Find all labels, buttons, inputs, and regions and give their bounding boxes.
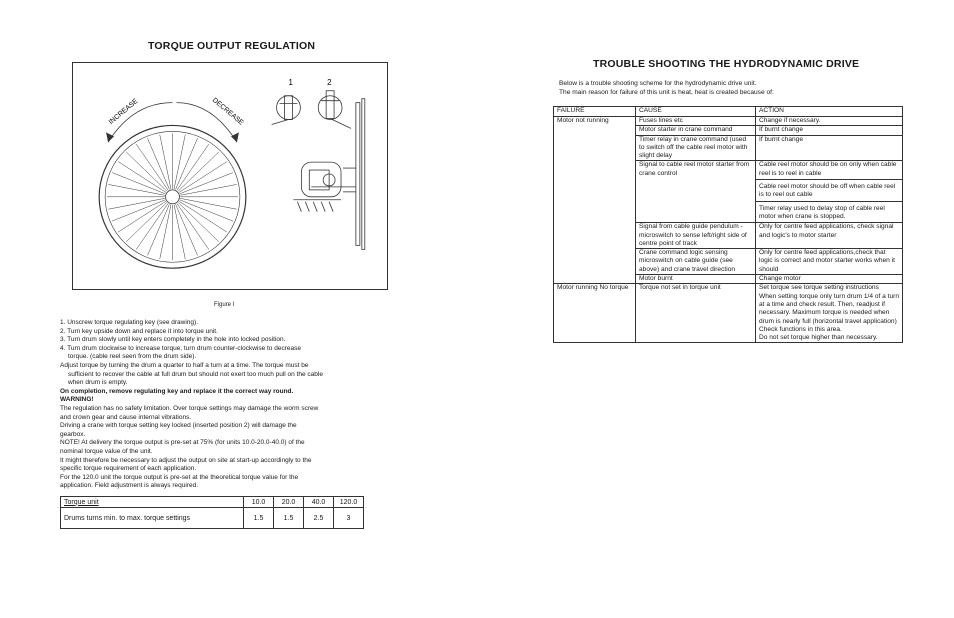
drum-spokes bbox=[107, 133, 238, 260]
startup-note: It might therefore be necessary to adjust the output on site at start-up accordingly to the bbox=[60, 456, 312, 464]
table-row bbox=[554, 284, 903, 343]
step-2: 2. Turn key upside down and replace it into torque unit. bbox=[60, 327, 218, 335]
drum-turns-40: 2.5 bbox=[304, 508, 334, 529]
trouble-shooting-title: TROUBLE SHOOTING THE HYDRODYNAMIC DRIVE bbox=[593, 58, 860, 70]
action-part: Timer relay used to delay stop of cable reel motor when crane is stopped. bbox=[759, 204, 885, 220]
decrease-arrow-head bbox=[231, 132, 239, 142]
drum-spoke bbox=[112, 200, 165, 221]
driving-note: Driving a crane with torque setting key locked (inserted position 2) will damage the bbox=[60, 422, 297, 430]
drum-diagram bbox=[73, 63, 387, 289]
increase-label: INCREASE bbox=[107, 97, 140, 126]
decrease-label: DECREASE bbox=[210, 96, 245, 127]
header-failure: FAILURE bbox=[554, 107, 636, 117]
completion-note: On completion, remove regulating key and replace it the correct way round. bbox=[60, 387, 294, 395]
drum-spoke bbox=[176, 138, 198, 189]
drum-spoke bbox=[180, 173, 233, 194]
increase-arrow-head bbox=[106, 132, 114, 142]
torque-unit-20: 20.0 bbox=[274, 497, 304, 508]
position-2-label: 2 bbox=[327, 77, 332, 87]
warning-text-cont: and crown gear and cause internal vibrations. bbox=[60, 413, 192, 421]
action-cell: If burnt change bbox=[756, 126, 903, 135]
drum-spoke bbox=[147, 138, 169, 189]
torque-settings-table bbox=[60, 496, 364, 529]
adjust-text: Adjust torque by turning the drum a quarter to half a turn at a time. The torque must be bbox=[60, 361, 309, 369]
cause-cell: Crane command logic sensing microswitch on cable guide (see above) and crane travel direction bbox=[636, 249, 756, 275]
trouble-shooting-table bbox=[553, 106, 903, 343]
action-cell: Only for centre feed applications, check signal and logic's to motor starter bbox=[756, 223, 903, 249]
step-4: 4. Turn drum clockwise to increase torque, turn drum counter-clockwise to decrease bbox=[60, 344, 301, 352]
action-cell bbox=[756, 284, 903, 343]
step-4-cont: torque. (cable reel seen from the drum side). bbox=[68, 353, 197, 361]
drum-spoke bbox=[126, 152, 167, 191]
cause-cell: Timer relay in crane command (used to switch off the cable reel motor with slight delay bbox=[636, 135, 756, 161]
action-cell: Only for centre feed applications,check that logic is correct and motor starter works when it should bbox=[756, 249, 903, 275]
drum-spoke bbox=[178, 202, 219, 241]
action-part: Cable reel motor should be on only when cable reel is to reel in cable bbox=[756, 161, 902, 180]
drum-spoke bbox=[112, 173, 165, 194]
torque-unit-120: 120.0 bbox=[334, 497, 364, 508]
action-cell bbox=[756, 161, 903, 223]
action-cell: Change if necessary. bbox=[756, 117, 903, 126]
cause-cell: Torque not set in torque unit bbox=[636, 284, 756, 343]
header-action: ACTION bbox=[756, 107, 903, 117]
drum-spoke bbox=[178, 152, 219, 191]
action-part: Set torque see torque setting instructions bbox=[759, 284, 879, 292]
cause-cell: Fuses lines etc bbox=[636, 117, 756, 126]
figure-caption: Figure I bbox=[214, 302, 235, 308]
torque-regulation-title: TORQUE OUTPUT REGULATION bbox=[148, 40, 316, 52]
position-1-label: 1 bbox=[288, 77, 293, 87]
key-position-1 bbox=[272, 96, 301, 125]
drum-spoke bbox=[147, 204, 169, 255]
header-cause: CAUSE bbox=[636, 107, 756, 117]
action-cell: Change motor bbox=[756, 275, 903, 284]
action-part: Cable reel motor should be off when cable reel is to reel out cable bbox=[756, 180, 902, 202]
key-position-2 bbox=[318, 91, 351, 129]
intro-line-2: The main reason for failure of this unit is heat, heat is created because of: bbox=[559, 88, 774, 96]
intro-line-1: Below is a trouble shooting scheme for the hydrodynamic drive unit. bbox=[559, 80, 757, 87]
torque-table-turns-row bbox=[61, 508, 364, 529]
warning-text: The regulation has no safety limitation. Over torque settings may damage the worm screw bbox=[60, 404, 319, 412]
cause-cell: Signal to cable reel motor starter from crane control bbox=[636, 161, 756, 223]
trouble-shooting-intro bbox=[559, 80, 899, 97]
action-part: Do not set torque higher than necessary. bbox=[759, 334, 878, 342]
figure-drawing bbox=[72, 62, 388, 290]
adjust-text-cont: sufficient to recover the cable at full drum but should not exert too much pull on the cable bbox=[68, 370, 323, 378]
failure-motor-not-running: Motor not running bbox=[554, 117, 636, 284]
regulation-instructions bbox=[60, 319, 406, 491]
torque-table-header-row bbox=[61, 497, 364, 508]
drum-turns-10: 1.5 bbox=[244, 508, 274, 529]
drum-spoke bbox=[176, 204, 198, 255]
step-1: 1. Unscrew torque regulating key (see drawing). bbox=[60, 319, 199, 326]
failure-no-torque: Motor running No torque bbox=[554, 284, 636, 343]
adjust-text-cont-2: when drum is empty. bbox=[68, 379, 128, 387]
drum-spoke bbox=[126, 202, 167, 241]
cause-cell: Motor starter in crane command bbox=[636, 126, 756, 135]
torque-unit-40: 40.0 bbox=[304, 497, 334, 508]
driving-note-cont: gearbox. bbox=[60, 430, 86, 438]
cause-cell: Signal from cable guide pendulum - microswitch to sense left/right side of centre point of track bbox=[636, 223, 756, 249]
drum-spoke bbox=[180, 200, 233, 221]
unit-120-note: For the 120.0 unit the torque output is pre-set at the theoretical torque value for the bbox=[60, 473, 299, 481]
delivery-note-cont: nominal torque value of the unit. bbox=[60, 447, 153, 455]
action-cell: If burnt change bbox=[756, 135, 903, 161]
delivery-note: NOTE! At delivery the torque output is pre-set at 75% (for units 10.0-20.0-40.0) of the bbox=[60, 439, 305, 447]
unit-120-note-cont: application. Field adjustment is always required. bbox=[60, 482, 199, 490]
drum-face bbox=[99, 125, 246, 268]
action-part: When setting torque only turn drum 1/4 of a turn at a time and check result. Then, readjust if necessary. Maximum torque is needed when drum is nearly full (horizontal travel application) Check functions in this area. bbox=[759, 292, 900, 333]
reel-side-view bbox=[293, 99, 364, 250]
torque-unit-label: Torque unit bbox=[61, 497, 244, 508]
trouble-table-header bbox=[554, 107, 903, 117]
drum-turns-120: 3 bbox=[334, 508, 364, 529]
increase-arrow bbox=[108, 103, 172, 143]
table-row bbox=[554, 117, 903, 126]
torque-unit-10: 10.0 bbox=[244, 497, 274, 508]
warning-heading: WARNING! bbox=[60, 396, 94, 404]
cause-cell: Motor burnt bbox=[636, 275, 756, 284]
startup-note-cont: specific torque requirement of each application. bbox=[60, 465, 197, 473]
drum-turns-label: Drums turns min. to max. torque settings bbox=[61, 508, 244, 529]
step-3: 3. Turn drum slowly until key enters completely in the hole into locked position. bbox=[60, 336, 286, 344]
drum-turns-20: 1.5 bbox=[274, 508, 304, 529]
